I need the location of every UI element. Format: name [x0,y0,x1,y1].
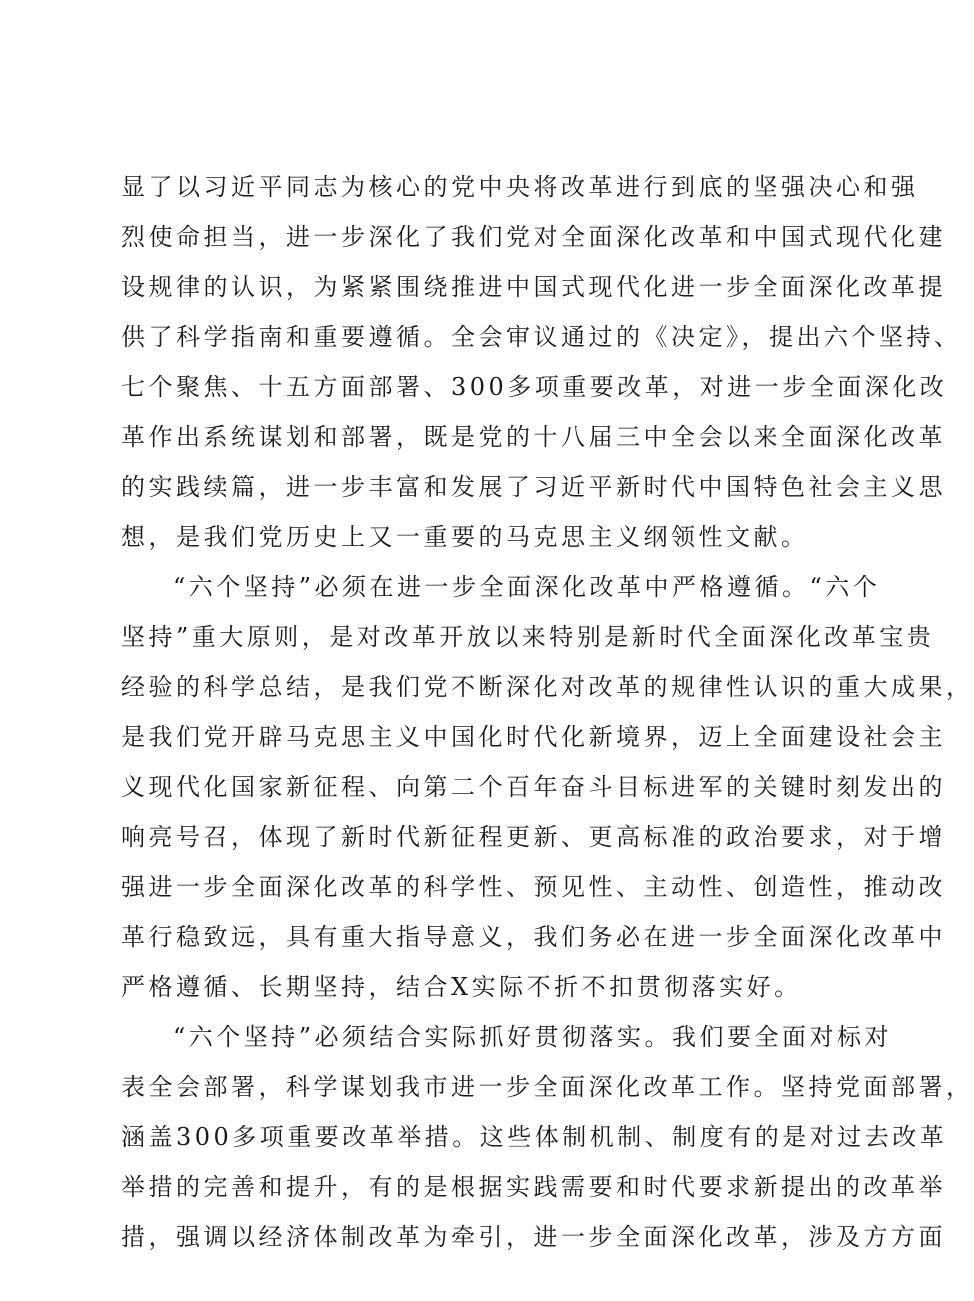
paragraph-line: 显了以习近平同志为核心的党中央将改革进行到底的坚强决心和强 [121,173,919,201]
paragraph-line: 七个聚焦、十五方面部署、300多项重要改革，对进一步全面深化改 [121,373,948,401]
paragraph-line: 想，是我们党历史上又一重要的马克思主义纲领性文献。 [121,523,809,551]
paragraph-line: 经验的科学总结，是我们党不断深化对改革的规律性认识的重大成果， [121,673,974,701]
document-body [121,162,974,1262]
paragraph-line: “六个坚持”必须在进一步全面深化改革中严格遵循。“六个 [173,573,881,601]
paragraph-line: 供了科学指南和重要遵循。全会审议通过的《决定》，提出六个坚持、 [121,323,962,351]
paragraph-line: 烈使命担当，进一步深化了我们党对全面深化改革和中国式现代化建 [121,223,946,251]
paragraph-line: 举措的完善和提升，有的是根据实践需要和时代要求新提出的改革举 [121,1173,946,1201]
paragraph-line: 设规律的认识，为紧紧围绕推进中国式现代化进一步全面深化改革提 [121,273,946,301]
paragraph-line: 强进一步全面深化改革的科学性、预见性、主动性、创造性，推动改 [121,873,946,901]
paragraph-line: 义现代化国家新征程、向第二个百年奋斗目标进军的关键时刻发出的 [121,773,946,801]
paragraph-line: 涵盖300多项重要改革举措。这些体制机制、制度有的是对过去改革 [121,1123,948,1151]
paragraph-line: 革作出系统谋划和部署，既是党的十八届三中全会以来全面深化改革 [121,423,946,451]
paragraph-line: 坚持”重大原则，是对改革开放以来特别是新时代全面深化改革宝贵 [121,623,935,651]
paragraph-line: 措，强调以经济体制改革为牵引，进一步全面深化改革，涉及方方面 [121,1223,946,1251]
paragraph-line: “六个坚持”必须结合实际抓好贯彻落实。我们要全面对标对 [173,1023,893,1051]
paragraph-line: 革行稳致远，具有重大指导意义，我们务必在进一步全面深化改革中 [121,923,946,951]
paragraph-line: 响亮号召，体现了新时代新征程更新、更高标准的政治要求，对于增 [121,823,946,851]
paragraph-line: 的实践续篇，进一步丰富和发展了习近平新时代中国特色社会主义思 [121,473,946,501]
paragraph-line: 表全会部署，科学谋划我市进一步全面深化改革工作。坚持党面部署， [121,1073,974,1101]
paragraph-line: 是我们党开辟马克思主义中国化时代化新境界，迈上全面建设社会主 [121,723,946,751]
paragraph-line: 严格遵循、长期坚持，结合X实际不折不扣贯彻落实好。 [121,973,802,1001]
